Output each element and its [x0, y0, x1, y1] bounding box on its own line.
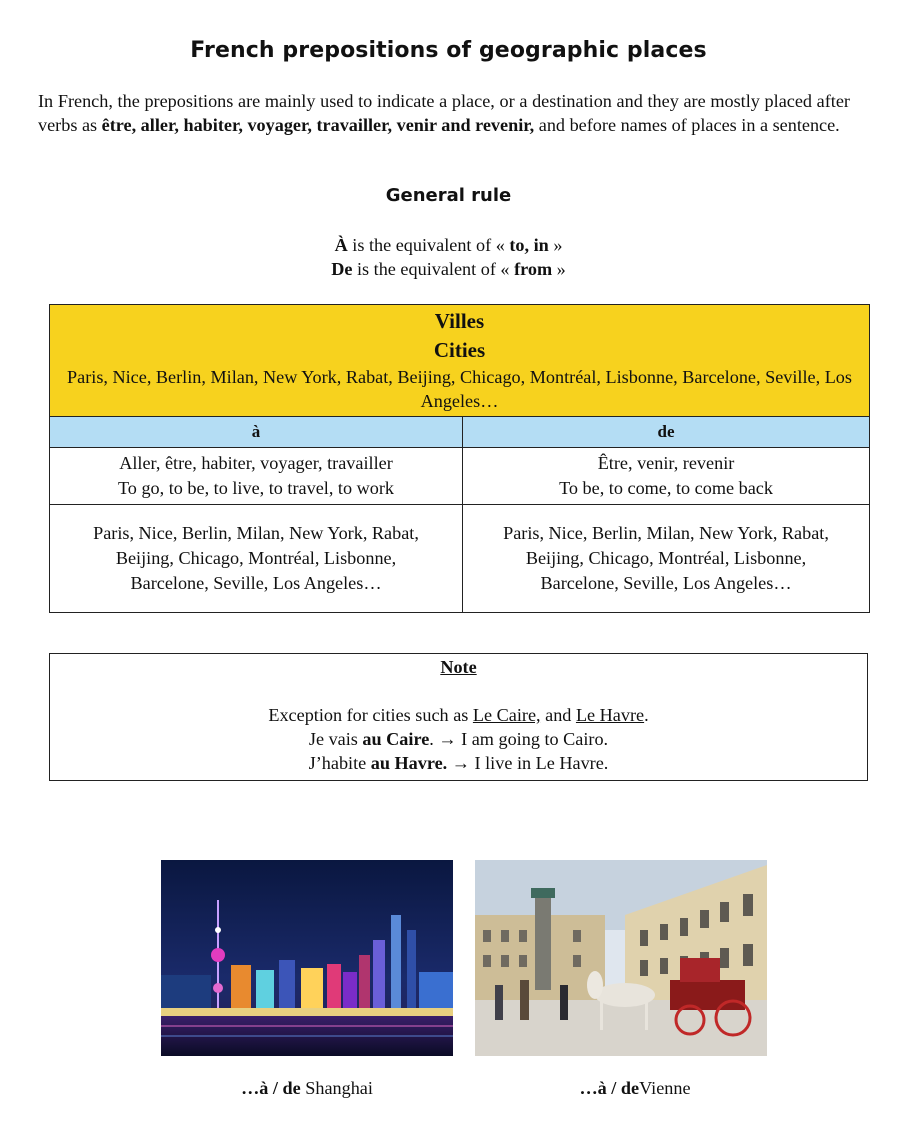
- page-title: French prepositions of geographic places: [190, 38, 707, 63]
- intro-text-before: In French, the prepositions are mainly used to indicate a place, or a destination and they are mostly placed after verbs as: [38, 91, 850, 135]
- de-cities-line: Barcelone, Seville, Los Angeles…: [540, 573, 792, 593]
- de-verbs-cell: [463, 448, 870, 505]
- a-verbs-en: To go, to be, to live, to travel, to work: [117, 478, 395, 498]
- cities-table: [49, 304, 870, 613]
- a-cities-line: Beijing, Chicago, Montréal, Lisbonne,: [115, 548, 397, 568]
- caption-city: Vienne: [639, 1078, 691, 1098]
- intro-paragraph: [38, 89, 850, 137]
- cities-header-cell: [50, 305, 870, 417]
- note-city-le-caire: Le Caire,: [472, 705, 541, 725]
- note-text: . → I am going to Cairo.: [429, 729, 609, 749]
- caption-prefix: …à / de: [241, 1078, 301, 1098]
- rule-a-mid: is the equivalent of «: [347, 235, 510, 255]
- rule-de-word: De: [331, 259, 353, 279]
- de-cities-line: Beijing, Chicago, Montréal, Lisbonne,: [525, 548, 807, 568]
- rule-a-word: À: [334, 235, 348, 255]
- note-text: → I live in Le Havre.: [447, 753, 609, 773]
- note-text: Exception for cities such as: [268, 705, 473, 725]
- note-title: Note: [440, 657, 477, 677]
- column-header-de: de: [463, 417, 870, 448]
- rule-de-mid: is the equivalent of «: [352, 259, 515, 279]
- note-example-cairo: [50, 727, 867, 751]
- rule-line-a: [0, 233, 897, 257]
- rule-a-meaning: to, in: [509, 235, 549, 255]
- general-rule-heading: General rule: [385, 185, 512, 206]
- de-cities-cell: [463, 505, 870, 613]
- note-bold: au Havre.: [370, 753, 448, 773]
- note-bold: au Caire: [362, 729, 430, 749]
- de-verbs-en: To be, to come, to come back: [559, 478, 773, 498]
- intro-verbs: être, aller, habiter, voyager, travailler, venir and revenir,: [101, 115, 535, 135]
- a-verbs-fr: Aller, être, habiter, voyager, travailler: [119, 453, 393, 473]
- rule-de-end: »: [552, 259, 566, 279]
- caption-city: Shanghai: [300, 1078, 373, 1098]
- table-row: [50, 448, 870, 505]
- de-verbs-fr: Être, venir, revenir: [597, 453, 735, 473]
- rule-line-de: [0, 257, 897, 281]
- note-line-exception: [50, 703, 867, 727]
- shanghai-skyline-photo: [161, 860, 453, 1056]
- note-text: and: [540, 705, 576, 725]
- vienna-hofburg-photo: [475, 860, 767, 1056]
- column-header-a: à: [50, 417, 463, 448]
- rule-de-meaning: from: [514, 259, 553, 279]
- a-cities-line: Barcelone, Seville, Los Angeles…: [130, 573, 382, 593]
- caption-shanghai: [161, 1078, 453, 1099]
- note-example-havre: [50, 751, 867, 775]
- table-row: [50, 505, 870, 613]
- header-city-list: Paris, Nice, Berlin, Milan, New York, Rabat, Beijing, Chicago, Montréal, Lisbonne, Barcelone, Seville, Los Angeles…: [67, 367, 852, 411]
- table-column-headers: [50, 417, 870, 448]
- de-cities-line: Paris, Nice, Berlin, Milan, New York, Rabat,: [503, 523, 829, 543]
- note-text: .: [644, 705, 649, 725]
- a-cities-line: Paris, Nice, Berlin, Milan, New York, Rabat,: [93, 523, 419, 543]
- header-cities: Cities: [433, 338, 486, 362]
- table-header-row: [50, 305, 870, 417]
- caption-vienne: [489, 1078, 781, 1099]
- general-rule-block: [0, 233, 897, 281]
- intro-text-after: and before names of places in a sentence.: [534, 115, 840, 135]
- note-text: J’habite: [308, 753, 371, 773]
- note-city-le-havre: Le Havre: [575, 705, 645, 725]
- a-cities-cell: [50, 505, 463, 613]
- note-box: [49, 653, 868, 781]
- caption-prefix: …à / de: [579, 1078, 640, 1098]
- a-verbs-cell: [50, 448, 463, 505]
- header-villes: Villes: [434, 309, 485, 333]
- rule-a-end: »: [548, 235, 563, 255]
- note-text: Je vais: [308, 729, 363, 749]
- note-body: [50, 703, 867, 775]
